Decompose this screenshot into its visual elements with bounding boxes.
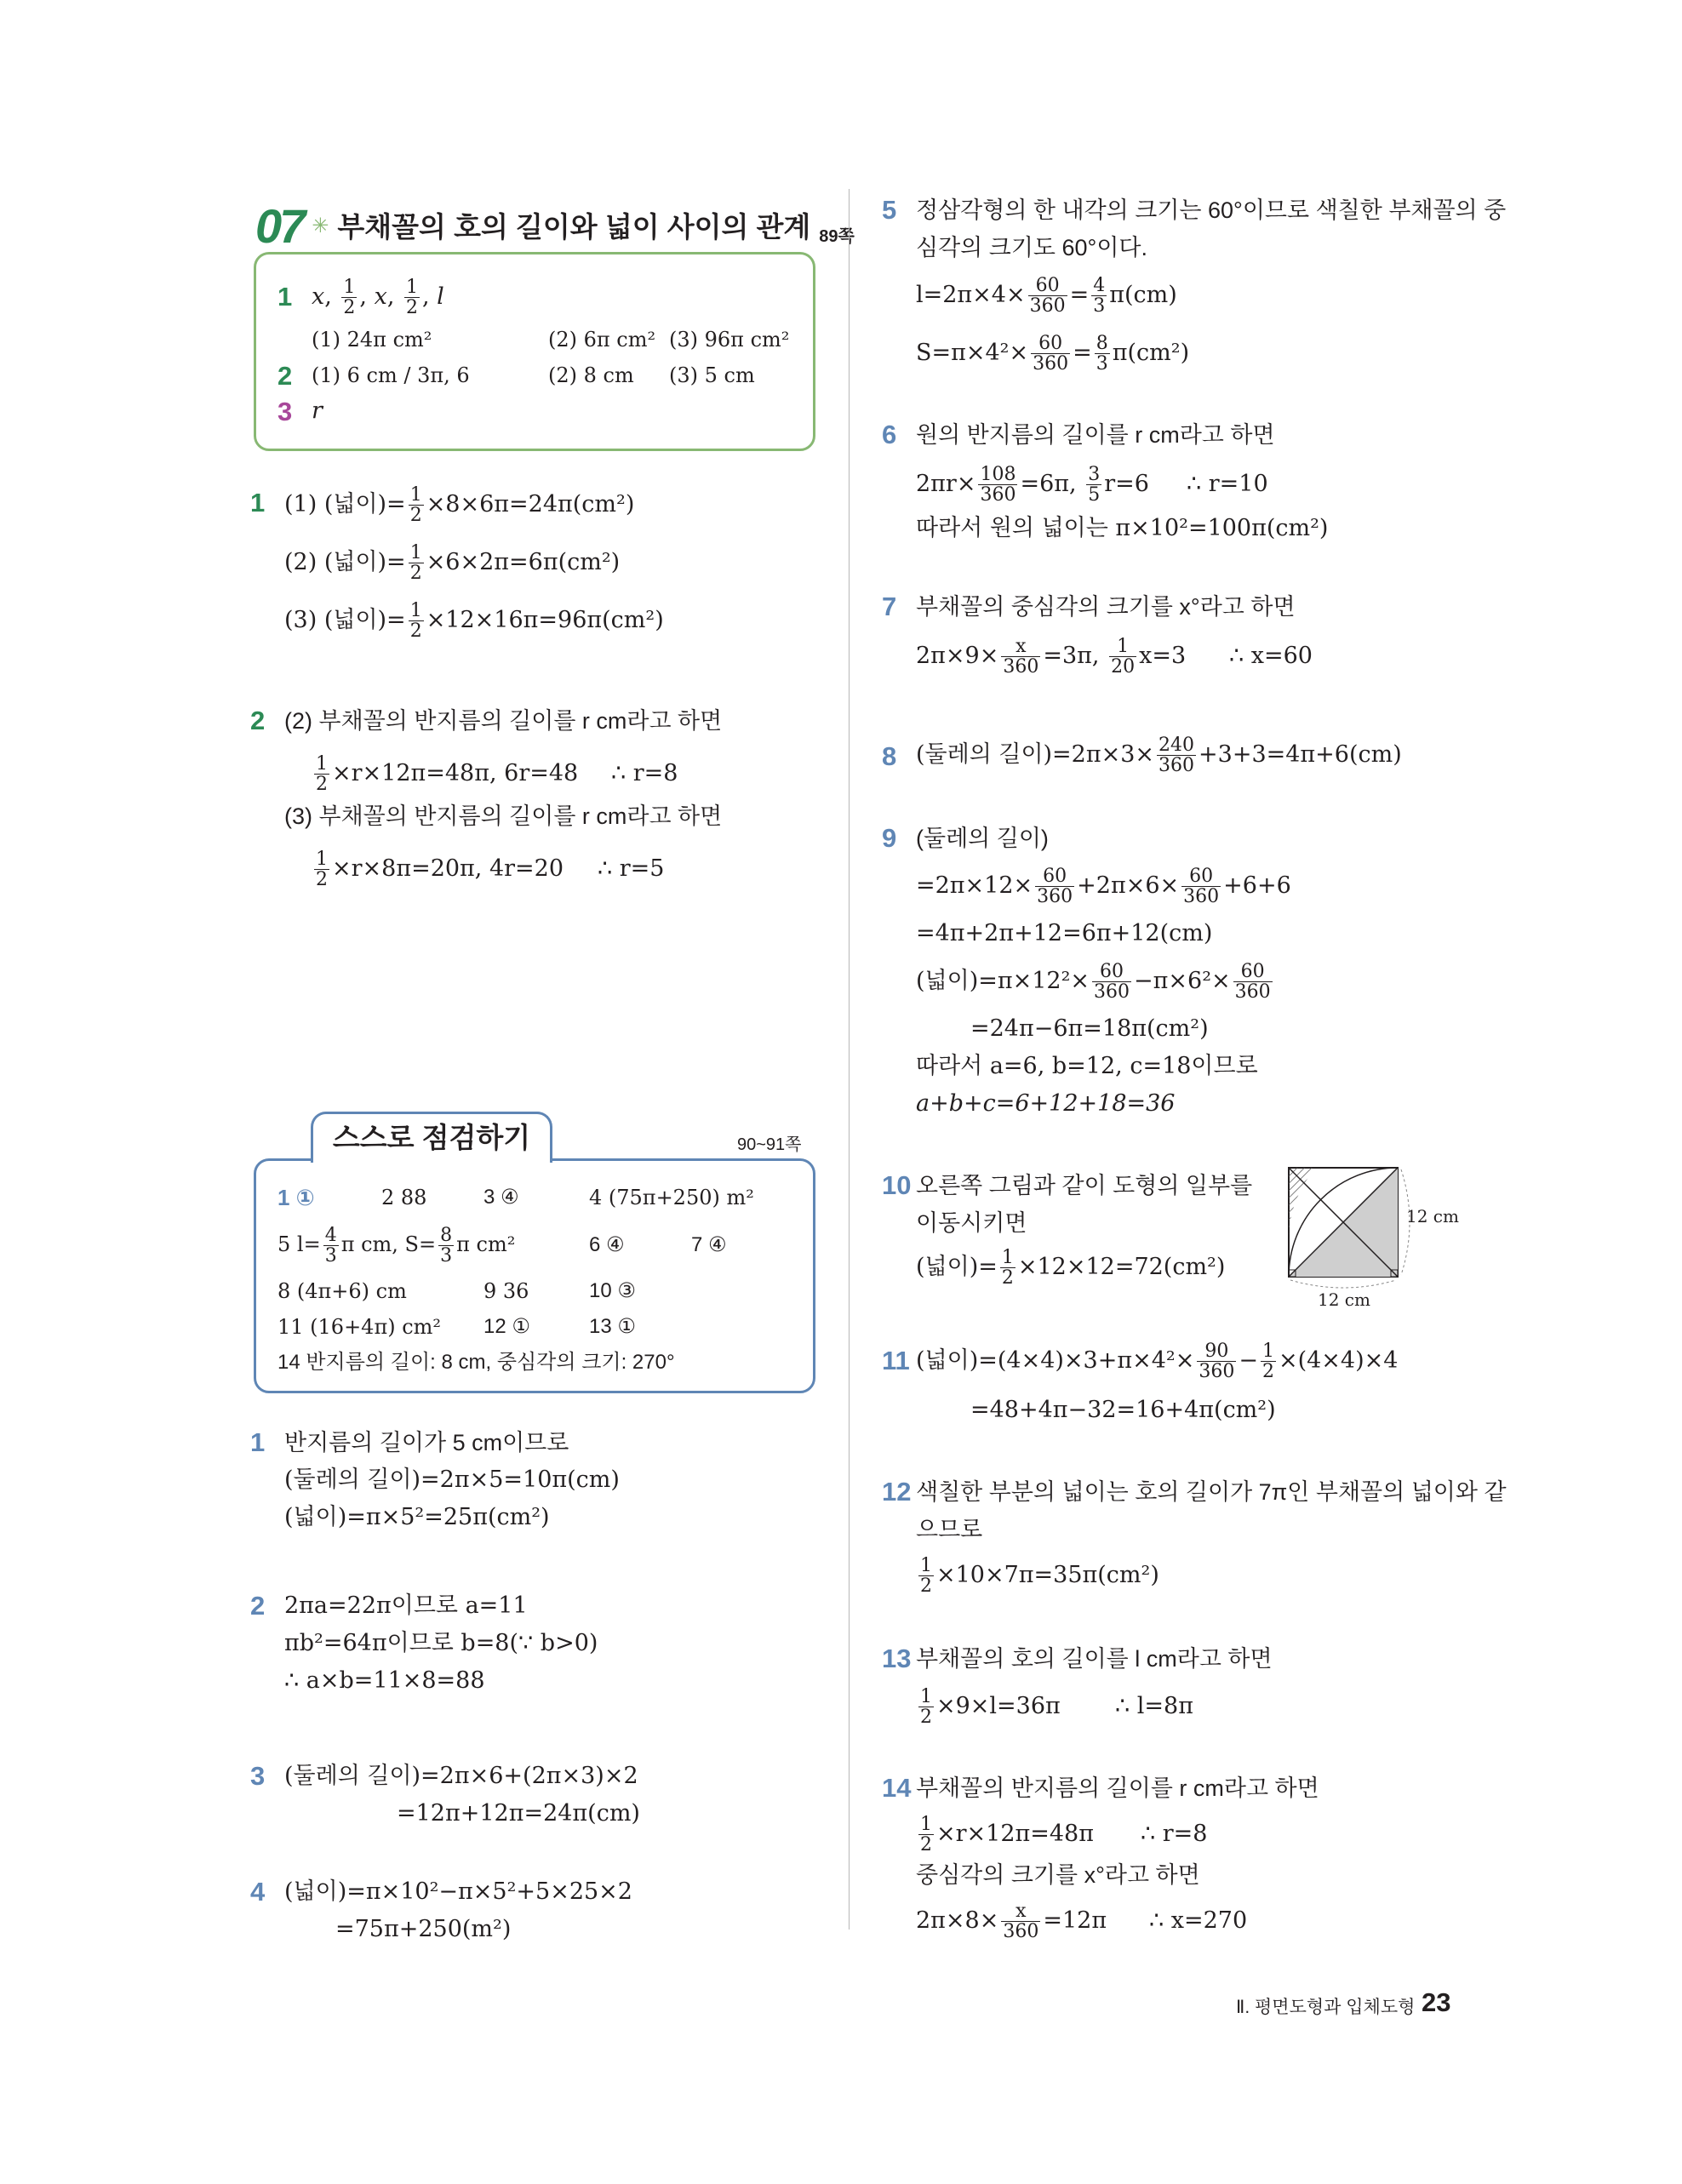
self-check-a3: 3 ④ <box>483 1186 519 1209</box>
self-check-page-ref: 90~91쪽 <box>737 1135 802 1154</box>
solution-num-1: 1 <box>250 488 266 517</box>
self-check-a1: 1 ① <box>277 1185 315 1210</box>
right-13-result: ∴ l=8π <box>1115 1693 1193 1719</box>
concept-1-2: (2) 6π cm² <box>548 328 656 352</box>
right-12-a: 색칠한 부분의 넓이는 호의 길이가 7π인 부채꼴의 넓이와 같 <box>916 1479 1507 1505</box>
right-10-c: (넓이)= $\frac{1}{2}$ ×12×12=72(cm²) <box>916 1247 1226 1289</box>
section-page-ref: 89쪽 <box>819 227 855 246</box>
right-6-b: 2πr× $\frac{108}{360}$ =6π, $\frac{3}{5}$ r=6 <box>916 464 1149 506</box>
solution-2-3-result: ∴ r=5 <box>598 855 665 882</box>
check-4-a: (넓이)=π×10²−π×5²+5×25×2 <box>284 1878 632 1905</box>
self-check-a14: 14 반지름의 길이: 8 cm, 중심각의 크기: 270° <box>277 1351 675 1374</box>
right-14-result-2: ∴ x=270 <box>1149 1907 1248 1934</box>
right-7-a: 부채꼴의 중심각의 크기를 x°라고 하면 <box>916 594 1296 620</box>
self-check-a6: 6 ④ <box>589 1233 625 1256</box>
right-6-a: 원의 반지름의 길이를 r cm라고 하면 <box>916 422 1275 448</box>
right-10-a: 오른쪽 그림과 같이 도형의 일부를 <box>916 1173 1253 1198</box>
check-3-a: (둘레의 길이)=2π×6+(2π×3)×2 <box>284 1763 638 1789</box>
check-4-b: =75π+250(m²) <box>335 1916 512 1942</box>
concept-2-1: (1) 6 cm / 3π, 6 <box>312 363 470 387</box>
check-num-2: 2 <box>250 1591 266 1621</box>
right-13-b: $\frac{1}{2}$ ×9×l=36π <box>920 1686 1061 1728</box>
right-14-d: 2π×8× $\frac{x}{360}$ =12π <box>916 1901 1107 1942</box>
concept-2-3: (3) 5 cm <box>669 363 755 387</box>
solution-2-2-text: (2) 부채꼴의 반지름의 길이를 r cm라고 하면 <box>284 708 723 734</box>
solution-2-3-eq: $\frac{1}{2}$ ×r×8π=20π, 4r=20 <box>316 849 564 890</box>
right-num-13: 13 <box>882 1644 912 1673</box>
self-check-a9: 9 36 <box>483 1279 529 1303</box>
self-check-a5: 5 l= $\frac{4}{3}$ π cm, S= $\frac{8}{3}$ π cm² <box>277 1225 516 1266</box>
self-check-tab: 스스로 점검하기 <box>311 1112 552 1163</box>
check-2-b: πb²=64π이므로 b=8(∵ b>0) <box>284 1630 598 1656</box>
right-5-c: l=2π×4× $\frac{60}{360}$ = $\frac{4}{3}$ π(cm) <box>916 275 1177 317</box>
solution-2-3-text: (3) 부채꼴의 반지름의 길이를 r cm라고 하면 <box>284 803 723 829</box>
check-2-a: 2πa=22π이므로 a=11 <box>284 1592 528 1619</box>
column-divider <box>849 189 850 1930</box>
right-12-c: $\frac{1}{2}$ ×10×7π=35π(cm²) <box>920 1555 1159 1597</box>
right-5-d: S=π×4²× $\frac{60}{360}$ = $\frac{8}{3}$ π(cm²) <box>916 333 1190 374</box>
solution-1-1: (1) (넓이)= $\frac{1}{2}$ ×8×6π=24π(cm²) <box>284 484 635 526</box>
right-num-12: 12 <box>882 1477 912 1507</box>
figure-label-bottom: 12 cm <box>1318 1289 1370 1310</box>
right-12-b: 으므로 <box>916 1517 983 1542</box>
right-10-b: 이동시키면 <box>916 1210 1027 1236</box>
right-5-a: 정삼각형의 한 내각의 크기는 60°이므로 색칠한 부채꼴의 중 <box>916 197 1507 223</box>
right-num-14: 14 <box>882 1773 912 1803</box>
check-num-4: 4 <box>250 1877 266 1907</box>
right-num-11: 11 <box>882 1346 910 1375</box>
check-3-b: =12π+12π=24π(cm) <box>397 1800 640 1827</box>
solution-1-3: (3) (넓이)= $\frac{1}{2}$ ×12×16π=96π(cm²) <box>284 600 664 642</box>
solution-num-2: 2 <box>250 706 266 735</box>
solution-2-2-result: ∴ r=8 <box>611 760 678 786</box>
check-1-c: (넓이)=π×5²=25π(cm²) <box>284 1504 550 1530</box>
right-8-a: (둘레의 길이)=2π×3× $\frac{240}{360}$ +3+3=4π+6(cm) <box>916 735 1402 776</box>
section-header <box>255 194 855 254</box>
self-check-a10: 10 ③ <box>589 1279 636 1302</box>
right-6-result: ∴ r=10 <box>1187 471 1268 497</box>
right-13-a: 부채꼴의 호의 길이를 l cm라고 하면 <box>916 1646 1273 1672</box>
right-num-7: 7 <box>882 592 897 621</box>
self-check-a7: 7 ④ <box>691 1233 727 1256</box>
right-11-a: (넓이)=(4×4)×3+π×4²× $\frac{90}{360}$ − $\frac{1}{2}$ ×(4×4)×4 <box>916 1341 1399 1382</box>
right-num-10: 10 <box>882 1170 912 1200</box>
right-14-b: $\frac{1}{2}$ ×r×12π=48π <box>920 1814 1094 1855</box>
check-1-b: (둘레의 길이)=2π×5=10π(cm) <box>284 1466 620 1493</box>
check-num-3: 3 <box>250 1761 266 1791</box>
self-check-a11: 11 (16+4π) cm² <box>277 1315 442 1339</box>
concept-1-3: (3) 96π cm² <box>669 328 790 352</box>
concept-2-2: (2) 8 cm <box>548 363 634 387</box>
check-1-a: 반지름의 길이가 5 cm이므로 <box>284 1430 569 1455</box>
right-num-8: 8 <box>882 741 897 771</box>
self-check-a12: 12 ① <box>483 1315 530 1338</box>
right-9-b: =2π×12× $\frac{60}{360}$ +2π×6× $\frac{60}{360}$ +6+6 <box>916 866 1291 907</box>
right-9-c: =4π+2π+12=6π+12(cm) <box>916 920 1213 946</box>
right-14-result-1: ∴ r=8 <box>1141 1821 1208 1847</box>
concept-num-2: 2 <box>277 361 293 391</box>
right-9-g: a+b+c=6+12+18=36 <box>916 1090 1176 1117</box>
concept-num-1: 1 <box>277 282 293 312</box>
self-check-a4: 4 (75π+250) m² <box>589 1186 754 1209</box>
figure-label-right: 12 cm <box>1406 1206 1459 1226</box>
right-14-c: 중심각의 크기를 x°라고 하면 <box>916 1862 1200 1888</box>
right-num-9: 9 <box>882 823 897 853</box>
section-number: 07 <box>255 199 304 253</box>
right-7-result: ∴ x=60 <box>1229 643 1313 669</box>
concept-row3: r <box>312 397 323 424</box>
figure-square-diagram <box>1282 1161 1452 1306</box>
check-num-1: 1 <box>250 1427 266 1457</box>
right-7-b: 2π×9× $\frac{x}{360}$ =3π, $\frac{1}{20}$ x=3 <box>916 636 1187 677</box>
section-title: 부채꼴의 호의 길이와 넓이 사이의 관계 <box>337 211 811 243</box>
solution-1-2: (2) (넓이)= $\frac{1}{2}$ ×6×2π=6π(cm²) <box>284 542 621 584</box>
check-2-c: ∴ a×b=11×8=88 <box>284 1667 485 1694</box>
self-check-a13: 13 ① <box>589 1315 636 1338</box>
right-9-e: =24π−6π=18π(cm²) <box>970 1015 1209 1042</box>
footer-chapter: Ⅱ. 평면도형과 입체도형 <box>1236 1998 1416 2017</box>
right-11-b: =48+4π−32=16+4π(cm²) <box>970 1397 1276 1423</box>
right-9-d: (넓이)=π×12²× $\frac{60}{360}$ −π×6²× $\frac{60}{360}$ <box>916 961 1271 1003</box>
right-9-a: (둘레의 길이) <box>916 826 1049 851</box>
page-number: 23 <box>1422 1987 1451 2017</box>
solution-2-2-eq: $\frac{1}{2}$ ×r×12π=48π, 6r=48 <box>316 753 579 795</box>
right-num-5: 5 <box>882 195 897 225</box>
right-num-6: 6 <box>882 420 897 449</box>
self-check-a2: 2 88 <box>381 1186 427 1209</box>
right-14-a: 부채꼴의 반지름의 길이를 r cm라고 하면 <box>916 1775 1319 1801</box>
concept-1-1: (1) 24π cm² <box>312 328 432 352</box>
concept-row1: x, $\frac{1}{2}$ , x, $\frac{1}{2}$ , l <box>312 277 444 318</box>
star-icon: ✳ <box>312 214 329 237</box>
self-check-a8: 8 (4π+6) cm <box>277 1279 407 1303</box>
right-6-c: 따라서 원의 넓이는 π×10²=100π(cm²) <box>916 515 1329 541</box>
right-9-f: 따라서 a=6, b=12, c=18이므로 <box>916 1053 1258 1079</box>
concept-num-3: 3 <box>277 397 293 426</box>
right-5-b: 심각의 크기도 60°이다. <box>916 235 1147 260</box>
